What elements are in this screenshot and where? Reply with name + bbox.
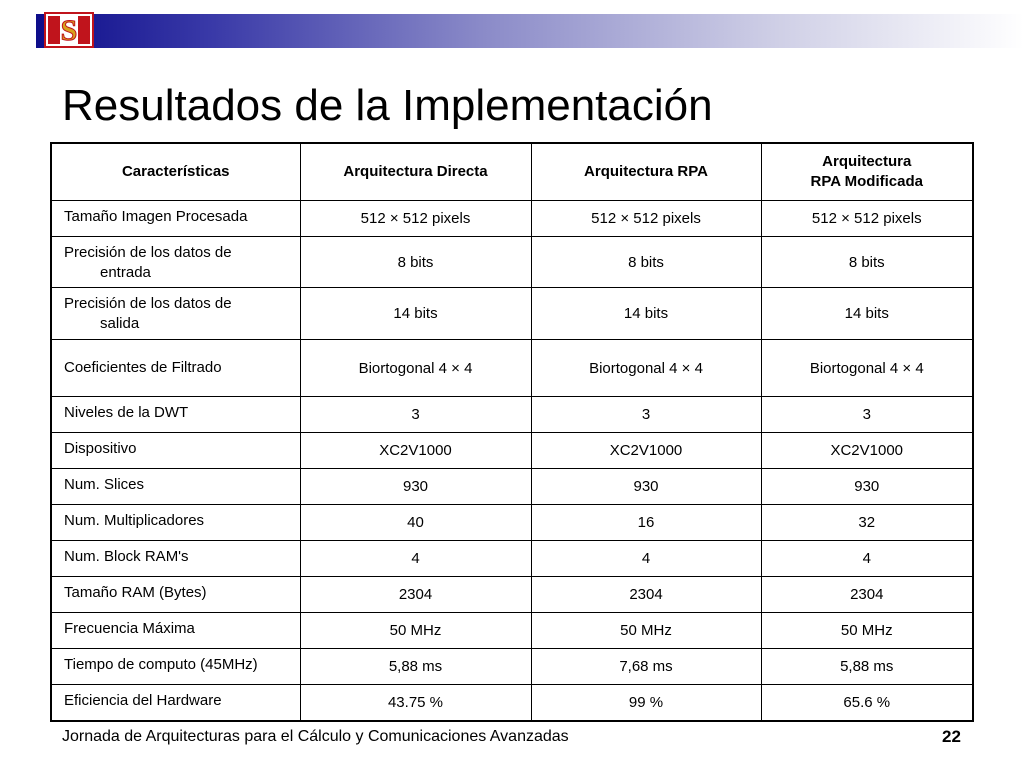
value-cell: Biortogonal 4 × 4 xyxy=(761,340,973,397)
table-row xyxy=(51,288,973,340)
value-cell: 930 xyxy=(531,469,761,505)
feature-cell xyxy=(51,237,300,288)
value-cell: 14 bits xyxy=(531,288,761,340)
feature-cell: Tiempo de computo (45MHz) xyxy=(51,649,300,685)
value-cell: 40 xyxy=(300,505,531,541)
value-cell: 5,88 ms xyxy=(761,649,973,685)
value-cell: 7,68 ms xyxy=(531,649,761,685)
value-cell: 50 MHz xyxy=(531,613,761,649)
feature-text: Precisión de los datos de xyxy=(64,295,232,312)
feature-cell: Niveles de la DWT xyxy=(51,397,300,433)
header-gradient-bar xyxy=(36,14,1024,48)
feature-text: Precisión de los datos de xyxy=(64,244,232,261)
table-row xyxy=(51,433,973,469)
table-header-row xyxy=(51,143,973,201)
table-row xyxy=(51,685,973,721)
table-row xyxy=(51,613,973,649)
value-cell: 16 xyxy=(531,505,761,541)
value-cell: XC2V1000 xyxy=(761,433,973,469)
feature-cell: Tamaño RAM (Bytes) xyxy=(51,577,300,613)
value-cell: 50 MHz xyxy=(761,613,973,649)
table-row xyxy=(51,577,973,613)
table-row xyxy=(51,397,973,433)
header-col3-line1: Arquitectura xyxy=(822,153,912,170)
value-cell: 3 xyxy=(300,397,531,433)
value-cell: 2304 xyxy=(531,577,761,613)
value-cell: 4 xyxy=(300,541,531,577)
feature-cell: Num. Slices xyxy=(51,469,300,505)
logo-icon xyxy=(44,12,94,48)
feature-cell: Num. Block RAM's xyxy=(51,541,300,577)
value-cell: 8 bits xyxy=(531,237,761,288)
value-cell: Biortogonal 4 × 4 xyxy=(300,340,531,397)
feature-cell: Coeficientes de Filtrado xyxy=(51,340,300,397)
feature-cell: Num. Multiplicadores xyxy=(51,505,300,541)
feature-cell: Eficiencia del Hardware xyxy=(51,685,300,721)
value-cell: 8 bits xyxy=(300,237,531,288)
value-cell: 5,88 ms xyxy=(300,649,531,685)
value-cell: 99 % xyxy=(531,685,761,721)
table-row xyxy=(51,505,973,541)
feature-cell: Dispositivo xyxy=(51,433,300,469)
value-cell: 2304 xyxy=(761,577,973,613)
value-cell: 65.6 % xyxy=(761,685,973,721)
slide-footer: Jornada de Arquitecturas para el Cálculo y Comunicaciones Avanzadas xyxy=(62,728,569,745)
feature-text-cont: entrada xyxy=(100,264,151,281)
value-cell: 930 xyxy=(300,469,531,505)
slide-title: Resultados de la Implementación xyxy=(62,81,713,130)
feature-text-cont: salida xyxy=(100,315,140,332)
value-cell: 512 × 512 pixels xyxy=(761,201,973,237)
feature-cell: Tamaño Imagen Procesada xyxy=(51,201,300,237)
header-arquitectura-rpa: Arquitectura RPA xyxy=(531,143,761,201)
header-caracteristicas: Características xyxy=(51,143,300,201)
comparison-table xyxy=(50,142,974,722)
value-cell: 32 xyxy=(761,505,973,541)
value-cell: 3 xyxy=(531,397,761,433)
logo-letter: S xyxy=(60,14,78,47)
table-row xyxy=(51,340,973,397)
value-cell: XC2V1000 xyxy=(300,433,531,469)
value-cell: XC2V1000 xyxy=(531,433,761,469)
value-cell: Biortogonal 4 × 4 xyxy=(531,340,761,397)
value-cell: 512 × 512 pixels xyxy=(531,201,761,237)
table-row xyxy=(51,469,973,505)
table-row xyxy=(51,541,973,577)
header-arquitectura-directa: Arquitectura Directa xyxy=(300,143,531,201)
table-row xyxy=(51,201,973,237)
value-cell: 8 bits xyxy=(761,237,973,288)
value-cell: 930 xyxy=(761,469,973,505)
header-col3-line2: RPA Modificada xyxy=(810,173,923,190)
page-number: 22 xyxy=(942,727,961,746)
feature-cell xyxy=(51,288,300,340)
value-cell: 512 × 512 pixels xyxy=(300,201,531,237)
value-cell: 3 xyxy=(761,397,973,433)
value-cell: 14 bits xyxy=(761,288,973,340)
header-arquitectura-rpa-modificada xyxy=(761,143,973,201)
value-cell: 4 xyxy=(761,541,973,577)
value-cell: 4 xyxy=(531,541,761,577)
table-row xyxy=(51,237,973,288)
value-cell: 2304 xyxy=(300,577,531,613)
table-row xyxy=(51,649,973,685)
value-cell: 50 MHz xyxy=(300,613,531,649)
value-cell: 14 bits xyxy=(300,288,531,340)
value-cell: 43.75 % xyxy=(300,685,531,721)
feature-cell: Frecuencia Máxima xyxy=(51,613,300,649)
